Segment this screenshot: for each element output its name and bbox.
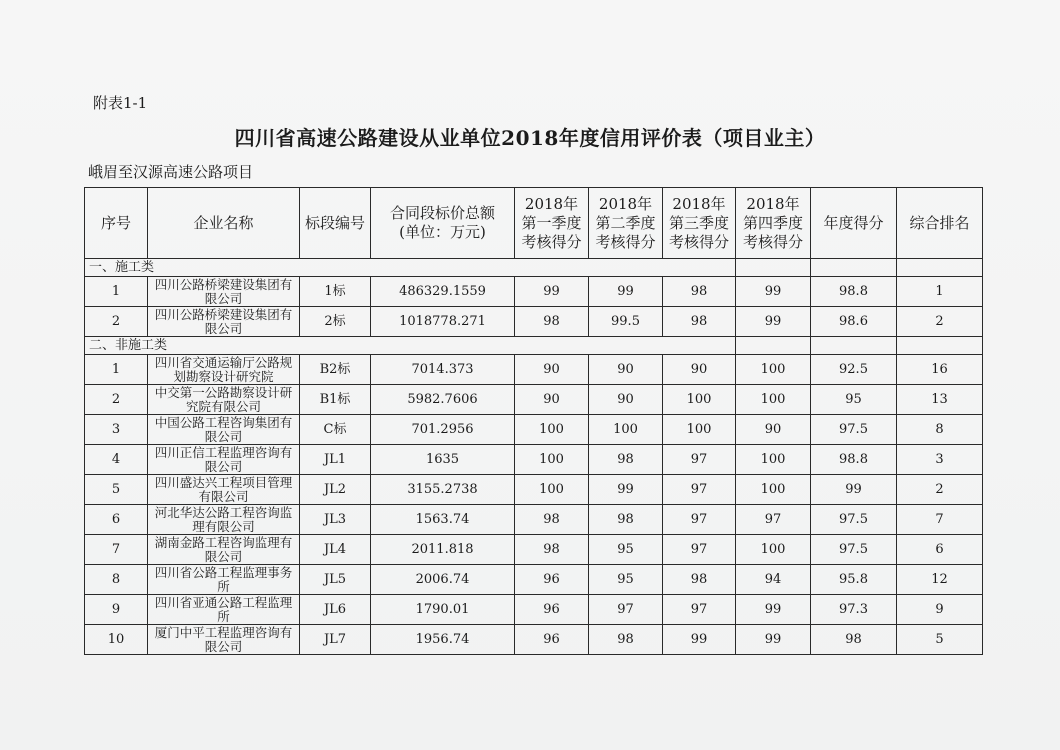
q4-cell: 99 [736,625,811,655]
no-cell: 4 [85,445,148,475]
no-cell: 6 [85,505,148,535]
table-row [85,277,983,307]
q3-cell: 97 [663,445,736,475]
company-name-line1: 四川正信工程监理咨询有 [154,444,293,460]
annual-cell: 97.5 [811,505,897,535]
q2-cell: 95 [589,565,663,595]
company-name-line1: 四川省亚通公路工程监理 [154,594,293,610]
rank-cell: 3 [897,445,983,475]
header-cell-section: 标段编号 [300,188,371,259]
q1-cell: 96 [515,565,589,595]
company-name-line1: 四川盛达兴工程项目管理 [154,474,293,490]
category-label: 二、非施工类 [85,337,736,355]
header-cell-company: 企业名称 [148,188,300,259]
q3-cell: 97 [663,505,736,535]
q2-cell: 99.5 [589,307,663,337]
category-row [85,259,983,277]
section-cell: 2标 [300,307,371,337]
company-name-cell [148,415,300,445]
amount-cell: 1956.74 [371,625,515,655]
rank-cell: 13 [897,385,983,415]
section-cell: JL5 [300,565,371,595]
table-row [85,505,983,535]
amount-cell: 1018778.271 [371,307,515,337]
table-row [85,535,983,565]
company-name-line1: 四川公路桥梁建设集团有 [154,306,293,322]
company-name-line1: 四川省公路工程监理事务 [154,564,293,580]
q3-cell: 100 [663,415,736,445]
table-row [85,385,983,415]
annual-cell: 98.8 [811,445,897,475]
company-name-line1: 中交第一公路勘察设计研 [154,384,293,400]
company-name-cell [148,475,300,505]
header-cell-amount: 合同段标价总额 (单位：万元) [371,188,515,259]
q4-cell: 100 [736,445,811,475]
table-row [85,445,983,475]
q3-cell: 98 [663,565,736,595]
company-name-line1: 中国公路工程咨询集团有 [154,414,293,430]
rank-cell: 12 [897,565,983,595]
q2-cell: 90 [589,355,663,385]
q1-cell: 98 [515,535,589,565]
company-name-cell [148,385,300,415]
amount-cell: 1790.01 [371,595,515,625]
annual-cell: 98 [811,625,897,655]
amount-cell: 1635 [371,445,515,475]
q4-cell: 99 [736,277,811,307]
no-cell: 1 [85,277,148,307]
company-name-line2: 限公司 [204,458,243,474]
company-name-line2: 所 [217,608,230,624]
q4-cell: 100 [736,475,811,505]
annual-cell: 95.8 [811,565,897,595]
rank-cell: 5 [897,625,983,655]
table-row [85,415,983,445]
q3-cell: 98 [663,307,736,337]
table-row [85,355,983,385]
company-name-line2: 划勘察设计研究院 [173,368,274,384]
annual-cell: 98.8 [811,277,897,307]
header-cell-q3: 2018年 第三季度 考核得分 [663,188,736,259]
q4-cell: 100 [736,355,811,385]
company-name-line1: 河北华达公路工程咨询监 [154,504,293,520]
q2-cell: 99 [589,475,663,505]
q4-cell: 94 [736,565,811,595]
q1-cell: 100 [515,415,589,445]
annual-cell: 92.5 [811,355,897,385]
q4-cell: 99 [736,595,811,625]
section-cell: 1标 [300,277,371,307]
section-cell: C标 [300,415,371,445]
rank-cell: 8 [897,415,983,445]
q3-cell: 97 [663,535,736,565]
annual-cell: 97.3 [811,595,897,625]
q2-cell: 97 [589,595,663,625]
company-name-line2: 限公司 [204,320,243,336]
table-row [85,625,983,655]
company-name-cell [148,355,300,385]
header-cell-rank: 综合排名 [897,188,983,259]
section-cell: JL4 [300,535,371,565]
rank-cell: 16 [897,355,983,385]
table-row [85,475,983,505]
annual-cell: 99 [811,475,897,505]
q4-cell: 100 [736,535,811,565]
company-name-line2: 所 [217,578,230,594]
no-cell: 8 [85,565,148,595]
annual-cell: 97.5 [811,535,897,565]
q4-cell: 99 [736,307,811,337]
q4-cell: 90 [736,415,811,445]
company-name-line1: 四川公路桥梁建设集团有 [154,276,293,292]
q2-cell: 99 [589,277,663,307]
q3-cell: 97 [663,595,736,625]
q1-cell: 90 [515,385,589,415]
company-name-cell [148,307,300,337]
amount-cell: 3155.2738 [371,475,515,505]
header-cell-annual: 年度得分 [811,188,897,259]
company-name-line1: 厦门中平工程监理咨询有 [154,624,293,640]
amount-cell: 5982.7606 [371,385,515,415]
section-cell: JL2 [300,475,371,505]
section-cell: B2标 [300,355,371,385]
no-cell: 10 [85,625,148,655]
company-name-line1: 湖南金路工程咨询监理有 [154,534,293,550]
annual-cell: 98.6 [811,307,897,337]
amount-cell: 2006.74 [371,565,515,595]
section-cell: JL6 [300,595,371,625]
q1-cell: 96 [515,625,589,655]
no-cell: 1 [85,355,148,385]
annual-cell: 97.5 [811,415,897,445]
company-name-cell [148,445,300,475]
q1-cell: 96 [515,595,589,625]
q1-cell: 100 [515,445,589,475]
table-header-row [85,188,983,259]
rank-cell: 9 [897,595,983,625]
company-name-cell [148,505,300,535]
section-cell: JL7 [300,625,371,655]
rank-cell: 2 [897,307,983,337]
category-label: 一、施工类 [85,259,736,277]
credit-evaluation-table [84,187,983,655]
q4-cell: 100 [736,385,811,415]
q3-cell: 100 [663,385,736,415]
amount-cell: 1563.74 [371,505,515,535]
amount-cell: 7014.373 [371,355,515,385]
q1-cell: 98 [515,307,589,337]
table-row [85,307,983,337]
q3-cell: 97 [663,475,736,505]
company-name-line2: 限公司 [204,290,243,306]
rank-cell: 6 [897,535,983,565]
category-blank-cell [897,337,983,355]
q2-cell: 98 [589,445,663,475]
q2-cell: 90 [589,385,663,415]
project-name: 峨眉至汉源高速公路项目 [88,163,254,181]
category-blank-cell [736,337,811,355]
no-cell: 9 [85,595,148,625]
q3-cell: 90 [663,355,736,385]
no-cell: 2 [85,307,148,337]
company-name-cell [148,277,300,307]
rank-cell: 2 [897,475,983,505]
section-cell: JL3 [300,505,371,535]
no-cell: 7 [85,535,148,565]
q3-cell: 99 [663,625,736,655]
table-row [85,595,983,625]
attachment-label: 附表1-1 [93,94,148,112]
category-blank-cell [811,259,897,277]
annual-cell: 95 [811,385,897,415]
header-cell-q1: 2018年 第一季度 考核得分 [515,188,589,259]
q2-cell: 98 [589,505,663,535]
header-cell-q2: 2018年 第二季度 考核得分 [589,188,663,259]
category-blank-cell [736,259,811,277]
company-name-line2: 限公司 [204,638,243,654]
company-name-line2: 限公司 [204,428,243,444]
company-name-cell [148,595,300,625]
q1-cell: 90 [515,355,589,385]
company-name-line1: 四川省交通运输厅公路规 [154,354,293,370]
q2-cell: 98 [589,625,663,655]
no-cell: 3 [85,415,148,445]
q3-cell: 98 [663,277,736,307]
category-blank-cell [811,337,897,355]
rank-cell: 1 [897,277,983,307]
q1-cell: 100 [515,475,589,505]
company-name-cell [148,535,300,565]
amount-cell: 486329.1559 [371,277,515,307]
q4-cell: 97 [736,505,811,535]
category-row [85,337,983,355]
company-name-line2: 理有限公司 [192,518,255,534]
company-name-line2: 限公司 [204,548,243,564]
no-cell: 5 [85,475,148,505]
table-row [85,565,983,595]
category-blank-cell [897,259,983,277]
q2-cell: 100 [589,415,663,445]
document-title: 四川省高速公路建设从业单位2018年度信用评价表（项目业主） [234,126,826,150]
header-cell-q4: 2018年 第四季度 考核得分 [736,188,811,259]
header-cell-no: 序号 [85,188,148,259]
q1-cell: 98 [515,505,589,535]
company-name-line2: 有限公司 [198,488,249,504]
company-name-line2: 究院有限公司 [185,398,261,414]
section-cell: JL1 [300,445,371,475]
q2-cell: 95 [589,535,663,565]
company-name-cell [148,625,300,655]
company-name-cell [148,565,300,595]
no-cell: 2 [85,385,148,415]
amount-cell: 2011.818 [371,535,515,565]
q1-cell: 99 [515,277,589,307]
rank-cell: 7 [897,505,983,535]
amount-cell: 701.2956 [371,415,515,445]
section-cell: B1标 [300,385,371,415]
